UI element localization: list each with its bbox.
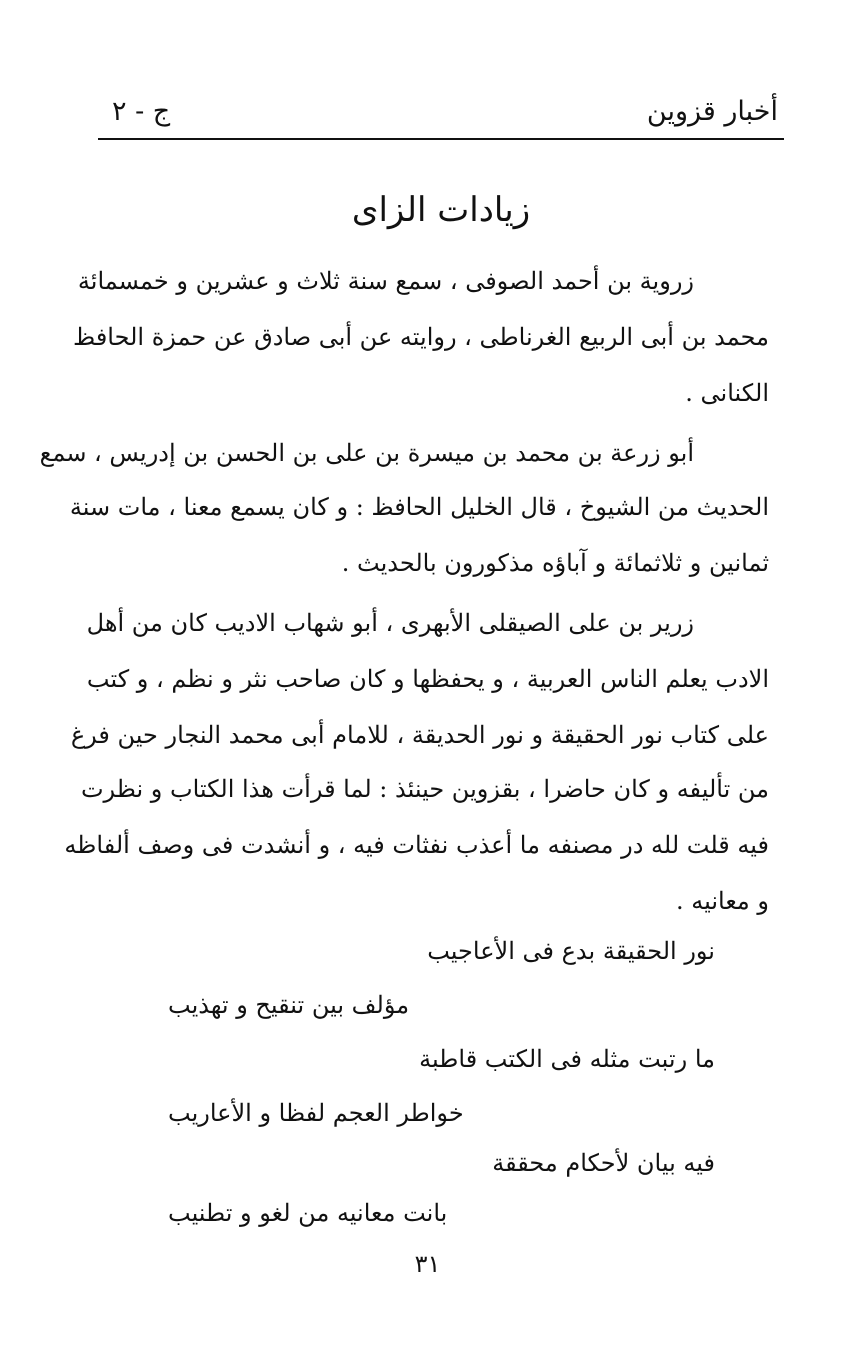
section-title: زيادات الزاى — [351, 190, 531, 230]
paragraph-line: زروية بن أحمد الصوفى ، سمع سنة ثلاث و عشرين و خمسمائة — [77, 267, 694, 295]
paragraph-line: على كتاب نور الحقيقة و نور الحديقة ، للامام أبى محمد النجار حين فرغ — [70, 721, 769, 749]
paragraph-line: الحديث من الشيوخ ، قال الخليل الحافظ : و كان يسمع معنا ، مات سنة — [69, 493, 769, 521]
running-head — [98, 96, 784, 136]
paragraph-line: و معانيه . — [675, 887, 769, 915]
page-number: ٣١ — [414, 1250, 441, 1278]
verse-hemistich: بانت معانيه من لغو و تطنيب — [168, 1199, 448, 1227]
book-title: أخبار قزوين — [646, 96, 778, 127]
header-rule — [98, 138, 784, 140]
paragraph-line: زرير بن على الصيقلى الأبهرى ، أبو شهاب الاديب كان من أهل — [86, 609, 694, 637]
verse-hemistich: ما رتبت مثله فى الكتب قاطبة — [419, 1045, 715, 1073]
verse-hemistich: مؤلف بين تنقيح و تهذيب — [168, 991, 410, 1019]
paragraph-line: محمد بن أبى الربيع الغرناطى ، روايته عن أبى صادق عن حمزة الحافظ — [73, 323, 769, 351]
volume-number: ج - ٢ — [112, 96, 171, 127]
verse-hemistich: فيه بيان لأحكام محققة — [492, 1149, 715, 1177]
verse-hemistich: خواطر العجم لفظا و الأعاريب — [168, 1099, 464, 1127]
paragraph-line: ثمانين و ثلاثمائة و آباؤه مذكورون بالحديث . — [341, 549, 769, 577]
verse-hemistich: نور الحقيقة بدع فى الأعاجيب — [427, 937, 715, 965]
paragraph-line: الكنانى . — [685, 379, 769, 407]
paragraph-line: الادب يعلم الناس العربية ، و يحفظها و كان صاحب نثر و نظم ، و كتب — [86, 665, 769, 693]
paragraph-line: فيه قلت لله در مصنفه ما أعذب نفثات فيه ، و أنشدت فى وصف ألفاظه — [64, 831, 769, 859]
paragraph-line: أبو زرعة بن محمد بن ميسرة بن على بن الحسن بن إدريس ، سمع — [39, 439, 694, 467]
paragraph-line: من تأليفه و كان حاضرا ، بقزوين حينئذ : لما قرأت هذا الكتاب و نظرت — [80, 775, 769, 803]
